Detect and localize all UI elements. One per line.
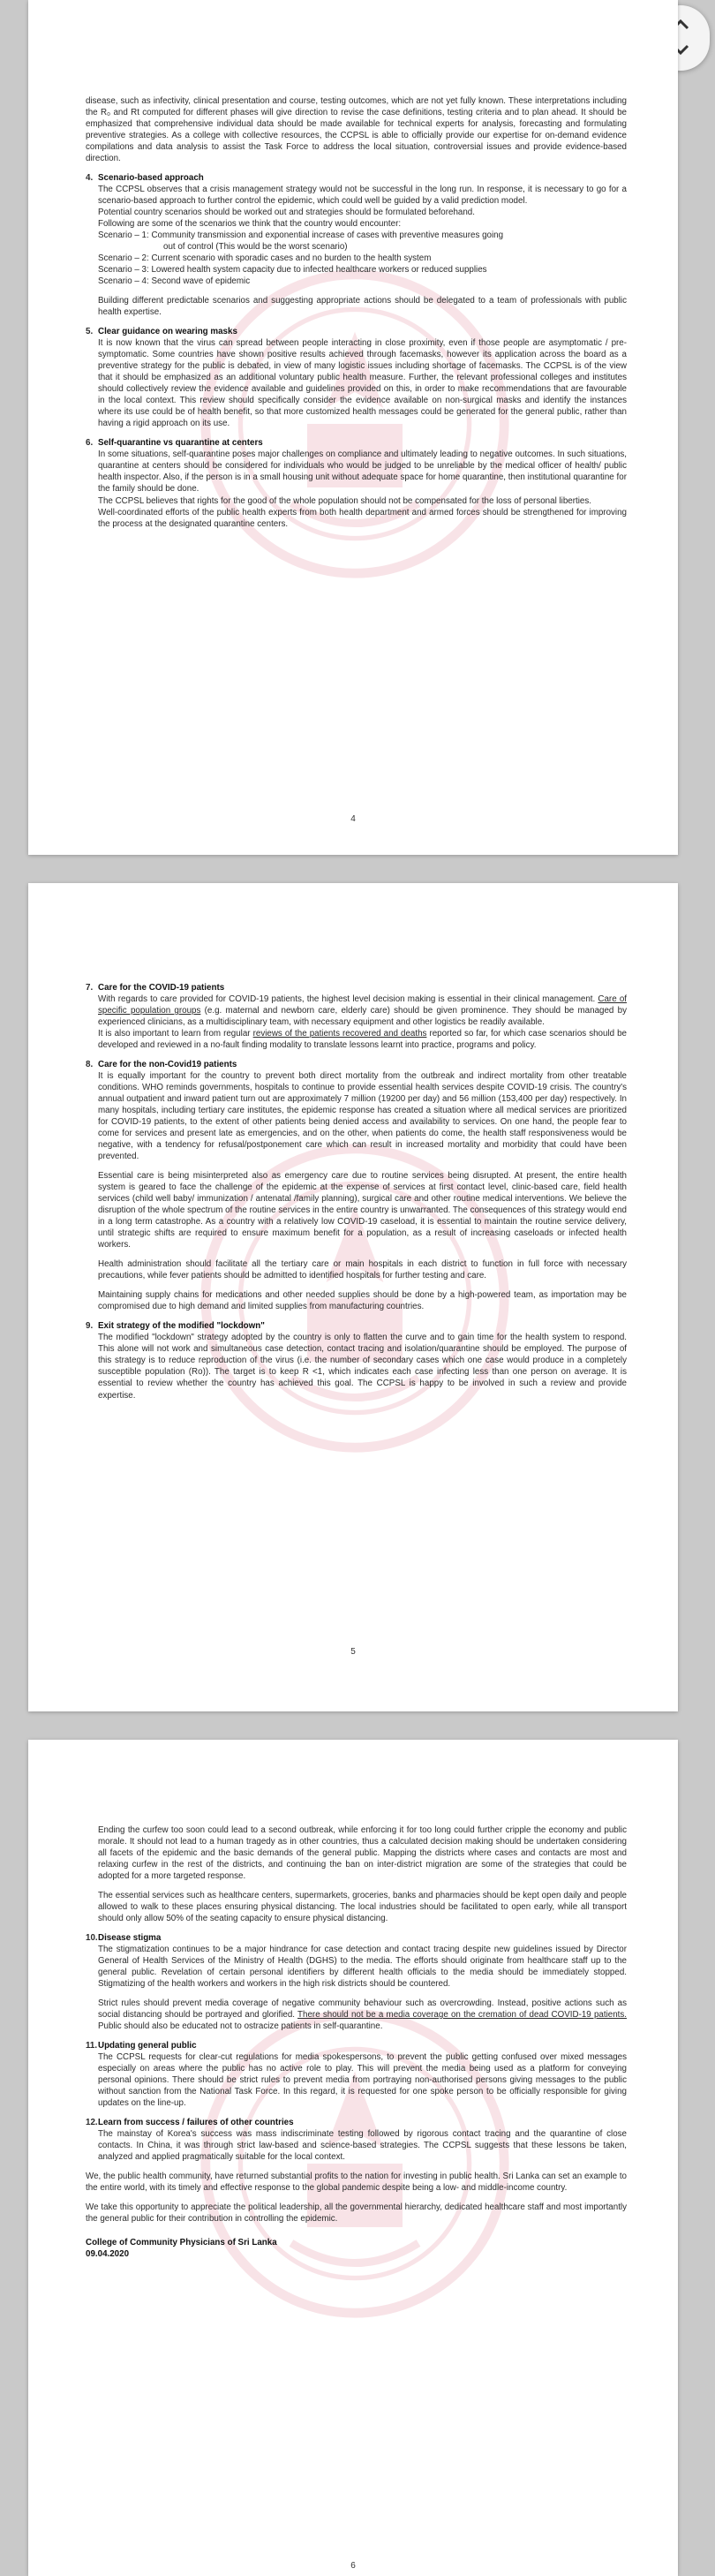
section-learn-from-others — [86, 2117, 627, 2163]
paragraph: Following are some of the scenarios we think that the country would encounter: — [98, 219, 402, 230]
page-content — [86, 980, 627, 1409]
section-title: Updating general public — [98, 2041, 197, 2051]
scenario-item: Scenario – 3: Lowered health system capacity due to infected healthcare workers or reduced supplies — [98, 265, 487, 276]
section-disease-stigma — [86, 1932, 627, 2032]
section-quarantine — [86, 437, 627, 529]
section-scenario-based-approach — [86, 172, 627, 318]
paragraph: The CCPSL observes that a crisis management strategy would not be successful in the long run. In response, it is necessary to go for a scenario-based approach to further control the epidemic, which could well be guided by a valid prediction model. — [98, 185, 627, 207]
paragraph: Essential care is being misinterpreted also as emergency care due to routine services being disrupted. At present, the entire health system is geared to face the challenge of the epidemic at the expense of services at first contact level, clinic-based care, field health services (child well baby/ immunization / antenatal /family planning), surgical care and other routine medical interventions. We believe the disruption of the whole spectrum of the routine services in the entire country is unwarranted. The consequences of this strategy would end in a long term catastrophe. As a country with a relatively low COVID-19 caseload, it is essential to maintain the routine service delivery, until strategic shifts are required to ensure maximum benefit for a population, as a result of increasing caseloads or infected health workers. — [98, 1171, 627, 1250]
section-non-covid-patients — [86, 1059, 627, 1312]
section-number: 9. — [86, 1321, 94, 1332]
signoff — [86, 2237, 627, 2260]
section-number: 10. — [86, 1933, 98, 1944]
paragraph: Health administration should facilitate all the tertiary care or main hospitals in each district to function in full force with necessary precautions, while fever patients should be admitted to identified hospitals for further testing and care. — [98, 1259, 627, 1281]
section-number: 7. — [86, 983, 94, 993]
section-masks — [86, 326, 627, 429]
signoff-organization: College of Community Physicians of Sri Lanka — [86, 2238, 277, 2248]
paragraph: The mainstay of Korea's success was mass indiscriminate testing followed by rigorous contact tracing and the quarantine of close contacts. In China, it was through strict law-based and science-based strategies. The CCPSL suggests that these lessons be taken, analyzed and applied pragmatically suitable for the local context. — [98, 2129, 627, 2163]
scenario-item: Scenario – 4: Second wave of epidemic — [98, 276, 251, 287]
paragraph: The CCPSL believes that rights for the good of the whole population should not be compensated for the loss of personal liberties. — [98, 495, 591, 506]
paragraph: It is now known that the virus can spread between people interacting in close proximity, even if those people are asymptomatic / pre-symptomatic. Some countries have shown positive results achieved through facemasks, however its application across the board as a preventive strategy for the public is debated, in view of many logistic issues including shortage of facemasks. The CCPSL is of the view that it should be emphasized as an additional voluntary public health measure. Further, the relevant professional colleges and institutes should collectively review the evidence available and guidelines provided on this, in order to make recommendations that are favourable in the local context. This review should specifically consider the evidence available on non-surgical masks and identify the instances where its use could be of health benefit, so that more customized health messages could be generated for the general public, rather than having a rigid approach on its use. — [98, 338, 627, 429]
section-title: Exit strategy of the modified "lockdown" — [98, 1321, 265, 1332]
scenario-item: Scenario – 1: Community transmission and exponential increase of cases with preventive measures going — [98, 230, 504, 241]
closing-paragraph: We, the public health community, have returned substantial profits to the nation for investing in public health. Sri Lanka can set an example to the entire world, with its timely and effective response to the global pandemic despite being a low- and middle-income country. — [86, 2172, 627, 2194]
document-page — [28, 1740, 678, 2576]
paragraph: Ending the curfew too soon could lead to a second outbreak, while enforcing it for too long could further cripple the economy and public morale. It should not lead to a human tragedy as in other countries, thus a calculated decision making should be undertaken considering all facets of the epidemic and the basic demands of the general public. Mapping the districts where cases and contacts are most and relaxing curfew in the rest of the districts, and continuing the ban on inter-district migration are some of the strategies that could be adopted for a more targeted response. — [98, 1825, 627, 1882]
section-exit-strategy — [86, 1320, 627, 1401]
section-title: Care for the non-Covid19 patients — [98, 1060, 237, 1070]
paragraph: With regards to care provided for COVID-19 patients, the highest level decision making is essential in their clinical management. Care of specific population groups (e.g. maternal and newborn care, elderly care) should be given prominence. They should be managed by experienced clinicians, as a multidisciplinary team, with necessary equipment and other logistics be readily available. — [98, 994, 627, 1028]
page-number: 4 — [350, 814, 356, 824]
section-number: 5. — [86, 327, 94, 337]
section-title: Scenario-based approach — [98, 173, 204, 184]
paragraph: The CCPSL requests for clear-cut regulations for media spokespersons, to prevent the public getting confused over mixed messages especially on areas where the public has no active role to play. This will prevent the media being used as a platform for conveying personal opinions. There should be strict rules to prevent media from portraying non-authorised persons giving messages to the public without sanction from the National Task Force. In this regard, it is requested for one spoke person to be officially responsible for giving updates on the line-up. — [98, 2052, 627, 2109]
page-number: 6 — [350, 2561, 356, 2571]
page-number: 5 — [350, 1647, 356, 1657]
paragraph: In some situations, self-quarantine poses major challenges on compliance and ultimately leading to negative outcomes. In such situations, quarantine at centers should be considered for individuals who would be judged to be unreliable by the medical officer of health/ public health inspector. Also, if the person is in a small housing unit without adequate space for home quarantine, then institutional quarantine for the family should be done. — [98, 449, 627, 495]
document-page — [28, 883, 678, 1711]
section-number: 11. — [86, 2041, 98, 2051]
paragraph: It is equally important for the country to prevent both direct mortality from the outbreak and indirect mortality from other treatable conditions. WHO reminds governments, hospitals to continue to provide essential health services despite COVID-19 crisis. The country's annual outpatient and inward patient turn out are approximately 7 million (19200 per day) and 56 million (153,400 per day) respectively. In many hospitals, including tertiary care institutes, the epidemic response has created a situation where all medical services are prioritized for COVID-19 patients, to the extent of other patients being denied access and availability to services. On one hand, the people fear to come for services and present late as emergencies, and on the other, when patients do come, the health staff responsiveness would be negative, with a tendency for refusal/postponement care which can result in increased mortality and morbidity that could have been prevented. — [98, 1071, 627, 1162]
section-title: Care for the COVID-19 patients — [98, 983, 225, 993]
scenario-item: Scenario – 2: Current scenario with sporadic cases and no burden to the health system — [98, 253, 432, 264]
page-content — [86, 1824, 627, 2261]
paragraph: The stigmatization continues to be a major hindrance for case detection and contact tracing despite new guidelines issued by Director General of Health Services of the Ministry of Health (DGHS) to the media. The efforts should originate from healthcare staff up to the general public. Revelation of certain personal identifiers by different health officials to the media should be immediately stopped. Stigmatizing of the health workers and workers in the high risk districts should be countered. — [98, 1945, 627, 1990]
paragraph: Building different predictable scenarios and suggesting appropriate actions should be delegated to a team of professionals with public health expertise. — [98, 296, 627, 318]
section-number: 8. — [86, 1060, 94, 1070]
paragraph: Well-coordinated efforts of the public health experts from both health department and armed forces should be strengthened for improving the process at the designated quarantine centers. — [98, 507, 627, 529]
section-number: 12. — [86, 2118, 98, 2128]
section-updating-public — [86, 2040, 627, 2109]
page-content — [86, 95, 627, 530]
paragraph: The essential services such as healthcare centers, supermarkets, groceries, banks and pharmacies should be kept open daily and people allowed to walk to these places ensuring physical distancing. The local industries should be facilitated to open early, while all transport should only allow 50% of the seating capacity to ensure physical distancing. — [98, 1891, 627, 1924]
document-page — [28, 0, 678, 855]
closing-paragraph: We take this opportunity to appreciate the political leadership, all the governmental hierarchy, dedicated healthcare staff and most importantly the general public for their contribution in controlling the epidemic. — [86, 2202, 627, 2225]
paragraph: The modified "lockdown" strategy adopted by the country is only to flatten the curve and to gain time for the health system to respond. This alone will not work and simultaneous case detection, contact tracing and isolation/quarantine should be employed. The purpose of this strategy is to reduce reproduction of the virus (i.e. the number of secondary cases which one case would produce in a completely susceptible population (Ro)). The target is to keep R <1, which indicates each case infecting less than one person on average. It is essential to review whether the country has achieved this goal. The CCPSL is happy to be involved in such a review and provide expertise. — [98, 1333, 627, 1401]
section-covid-patients — [86, 982, 627, 1051]
paragraph: Maintaining supply chains for medications and other needed supplies should be done by a high-powered team, as importation may be compromised due to high demand and limited supplies from manufacturing countries. — [98, 1290, 627, 1312]
section-number: 6. — [86, 438, 94, 449]
intro-paragraph: disease, such as infectivity, clinical presentation and course, testing outcomes, which are not yet fully known. These interpretations including the R₀ and Rt computed for different phases will give direction to revise the case definitions, testing criteria and to plan ahead. It should be emphasized that comprehensive individual data should be made available for technical experts for analysis, forecasting and formulating preventive strategies. As a college with collective resources, the CCPSL is able to officially provide our expertise for on-demand evidence compilations and data analysis to assist the Task Force to address the local situation, controversial issues and provide evidence-based direction. — [86, 96, 627, 164]
paragraph: Strict rules should prevent media coverage of negative community behaviour such as overcrowding. Instead, positive actions such as social distancing should be portrayed and glorified. There should not be a media coverage on the cremation of dead COVID-19 patients. Public should also be educated not to ostracize patients in self-quarantine. — [98, 1998, 627, 2032]
scenario-item-continued: out of control (This would be the worst scenario) — [163, 242, 348, 253]
section-title: Disease stigma — [98, 1933, 162, 1944]
section-title: Learn from success / failures of other countries — [98, 2118, 294, 2128]
section-title: Self-quarantine vs quarantine at centers — [98, 438, 263, 449]
paragraph: It is also important to learn from regular reviews of the patients recovered and deaths reported so far, for which case scenarios should be developed and reviewed in a no-fault finding modality to translate lessons learnt into practice, programs and policy. — [98, 1029, 627, 1051]
paragraph: Potential country scenarios should be worked out and strategies should be formulated beforehand. — [98, 208, 475, 218]
signoff-date: 09.04.2020 — [86, 2249, 130, 2260]
section-title: Clear guidance on wearing masks — [98, 327, 237, 337]
section-number: 4. — [86, 173, 94, 184]
